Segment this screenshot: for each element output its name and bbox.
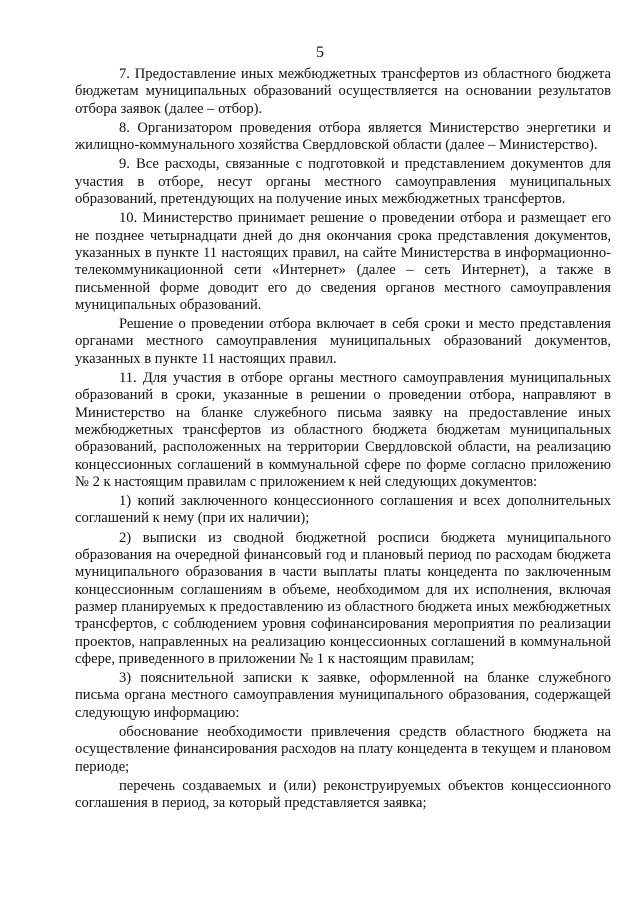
note-item-objects-list: перечень создаваемых и (или) реконструируемых объектов концессионного соглашения в период, за который представляется заявка;	[75, 777, 611, 812]
paragraph-9: 9. Все расходы, связанные с подготовкой и представлением документов для участия в отборе, несут органы местного самоуправления муниципальных образований, претендующих на получение иных межбюджетных трансфертов.	[75, 156, 611, 208]
paragraph-10: 10. Министерство принимает решение о проведении отбора и размещает его не позднее четырнадцати дней до дня окончания срока представления документов, указанных в пункте 11 настоящих правил, на сайте Министерства в информационно-телекоммуникационной сети «Интернет» (далее – сеть Интернет), а также в письменной форме доводит его до сведения органов местного самоуправления муниципальных образований.	[75, 210, 611, 313]
paragraph-7: 7. Предоставление иных межбюджетных трансфертов из областного бюджета бюджетам муниципальных образований осуществляется на основании результатов отбора заявок (далее – отбор).	[75, 66, 611, 117]
document-body	[75, 66, 611, 814]
paragraph-8: 8. Организатором проведения отбора является Министерство энергетики и жилищно-коммунального хозяйства Свердловской области (далее – Министерство).	[75, 119, 611, 154]
paragraph-11: 11. Для участия в отборе органы местного самоуправления муниципальных образований в сроки, указанные в решении о проведении отбора, направляют в Министерство на бланке служебного письма заявку на предоставление иных межбюджетных трансфертов из областного бюджета бюджетам муниципальных образований, расположенных на территории Свердловской области, на реализацию концессионных соглашений в коммунальной сфере по форме согласно приложению № 2 к настоящим правилам с приложением к ней следующих документов:	[75, 370, 611, 490]
list-item-1: 1) копий заключенного концессионного соглашения и всех дополнительных соглашений к нему (при их наличии);	[75, 493, 611, 527]
list-item-3: 3) пояснительной записки к заявке, оформленной на бланке служебного письма органа местного самоуправления муниципального образования, содержащей следующую информацию:	[75, 670, 611, 721]
page-number: 5	[316, 44, 324, 61]
note-item-justification: обоснование необходимости привлечения средств областного бюджета на осуществление финансирования расходов на плату концедента в текущем и плановом периоде;	[75, 723, 611, 775]
paragraph-10-decision: Решение о проведении отбора включает в себя сроки и место представления органами местного самоуправления муниципальных образований документов, указанных в пункте 11 настоящих правил.	[75, 316, 611, 367]
list-item-2: 2) выписки из сводной бюджетной росписи бюджета муниципального образования на очередной финансовый год и плановый период по расходам бюджета муниципального образования в части выплаты платы концедента по заключенным концессионным соглашениям в объеме, необходимом для их исполнения, включая размер планируемых к предоставлению из областного бюджета иных межбюджетных трансфертов, с соблюдением уровня софинансирования мероприятия по реализации проектов, направленных на реализацию концессионных соглашений в коммунальной сфере, приведенного в приложении № 1 к настоящим правилам;	[75, 529, 611, 667]
